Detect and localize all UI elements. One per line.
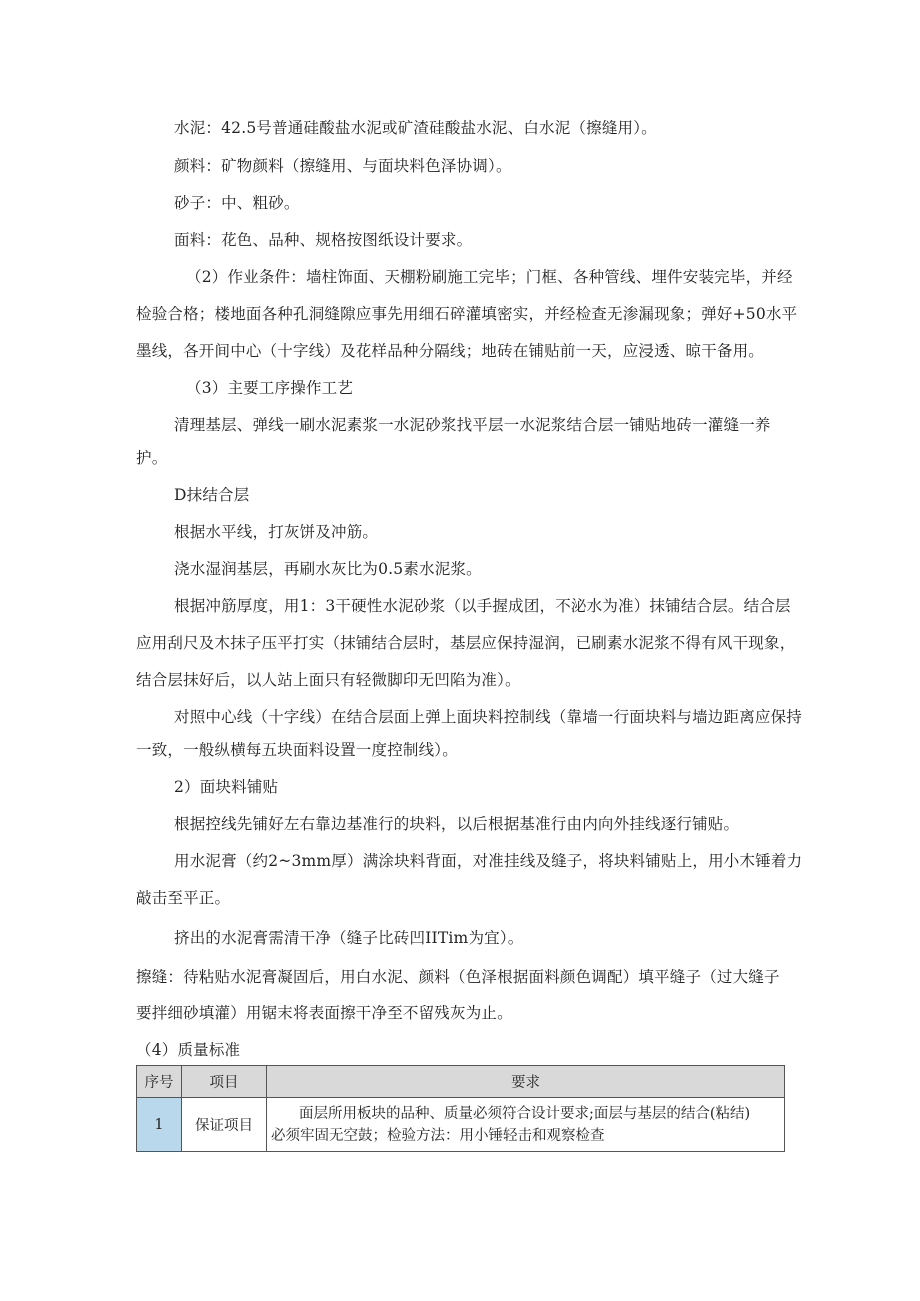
header-item: 项目 [182,1066,267,1098]
heading-process: （3）主要工序操作工艺 [186,379,354,397]
cell-item: 保证项目 [182,1098,267,1152]
table-row [137,1098,785,1152]
heading-quality-standard: （4）质量标准 [136,1041,241,1059]
paragraph-grouting-line1: 擦缝：待粘贴水泥膏凝固后，用白水泥、颜料（色泽根据面料颜色调配）填平缝子（过大缝子 [136,968,780,986]
paragraph-cement: 水泥：42.5号普通硅酸盐水泥或矿渣硅酸盐水泥、白水泥（擦缝用）。 [174,119,657,137]
paragraph-grouting-line2: 要拌细砂填灌）用锯末将表面擦干净至不留残灰为止。 [136,1004,513,1022]
paragraph-control-line2: 一致，一般纵横每五块面料设置一度控制线）。 [136,741,458,759]
paragraph-cement-paste-line2: 敲击至平正。 [136,889,231,907]
paragraph-sand: 砂子：中、粗砂。 [174,194,300,212]
header-requirement: 要求 [267,1066,785,1098]
heading-tile-laying: 2）面块料铺贴 [174,778,279,796]
paragraph-wet-base: 浇水湿润基层，再刷水灰比为0.5素水泥浆。 [174,560,482,578]
paragraph-control-line1: 对照中心线（十字线）在结合层面上弹上面块料控制线（靠墙一行面块料与墙边距离应保持 [174,708,803,726]
heading-bonding-layer: D抹结合层 [174,486,250,504]
paragraph-cement-paste-line1: 用水泥膏（约2~3mm厚）满涂块料背面，对准挂线及缝子，将块料铺贴上，用小木锤着力 [174,852,803,870]
cell-seq: 1 [137,1098,182,1152]
paragraph-work-conditions-line1: （2）作业条件：墙柱饰面、天棚粉刷施工完毕；门框、各种管线、埋件安装完毕，并经 [186,268,793,286]
paragraph-mortar-line3: 结合层抹好后，以人站上面只有轻微脚印无凹陷为准）。 [136,671,521,689]
cell-requirement [267,1098,785,1152]
paragraph-work-conditions-line2: 检验合格；楼地面各种孔洞缝隙应事先用细石碎灌填密实，并经检查无渗漏现象；弹好+50水平 [136,305,798,323]
paragraph-process-line1: 清理基层、弹线一刷水泥素浆一水泥砂浆找平层一水泥浆结合层一铺贴地砖一灌缝一养 [174,416,771,434]
paragraph-pigment: 颜料：矿物颜料（擦缝用、与面块料色泽协调）。 [174,157,512,175]
paragraph-process-line2: 护。 [136,449,168,467]
requirement-line2: 必须牢固无空鼓；检验方法：用小锤轻击和观察检查 [271,1127,605,1144]
paragraph-mortar-line1: 根据冲筋厚度，用1：3干硬性水泥砂浆（以手握成团，不泌水为准）抹铺结合层。结合层 [174,597,791,615]
paragraph-laying-order: 根据控线先铺好左右靠边基准行的块料，以后根据基准行由内向外挂线逐行铺贴。 [174,815,740,833]
header-seq: 序号 [137,1066,182,1098]
paragraph-level-line: 根据水平线，打灰饼及冲筋。 [174,523,379,541]
paragraph-clean-excess: 挤出的水泥膏需清干净（缝子比砖凹IITim为宜）。 [174,929,524,947]
table-header-row [137,1066,785,1098]
quality-standard-table [136,1065,785,1152]
paragraph-mortar-line2: 应用刮尺及木抹子压平打实（抹铺结合层时，基层应保持湿润，已刷素水泥浆不得有风干现象， [136,634,796,652]
paragraph-facing: 面料：花色、品种、规格按图纸设计要求。 [174,231,473,249]
paragraph-work-conditions-line3: 墨线，各开间中心（十字线）及花样品种分隔线；地砖在铺贴前一天，应浸透、晾干备用。 [136,342,765,360]
requirement-line1: 面层所用板块的品种、质量必须符合设计要求;面层与基层的结合(粘结) [299,1105,751,1122]
